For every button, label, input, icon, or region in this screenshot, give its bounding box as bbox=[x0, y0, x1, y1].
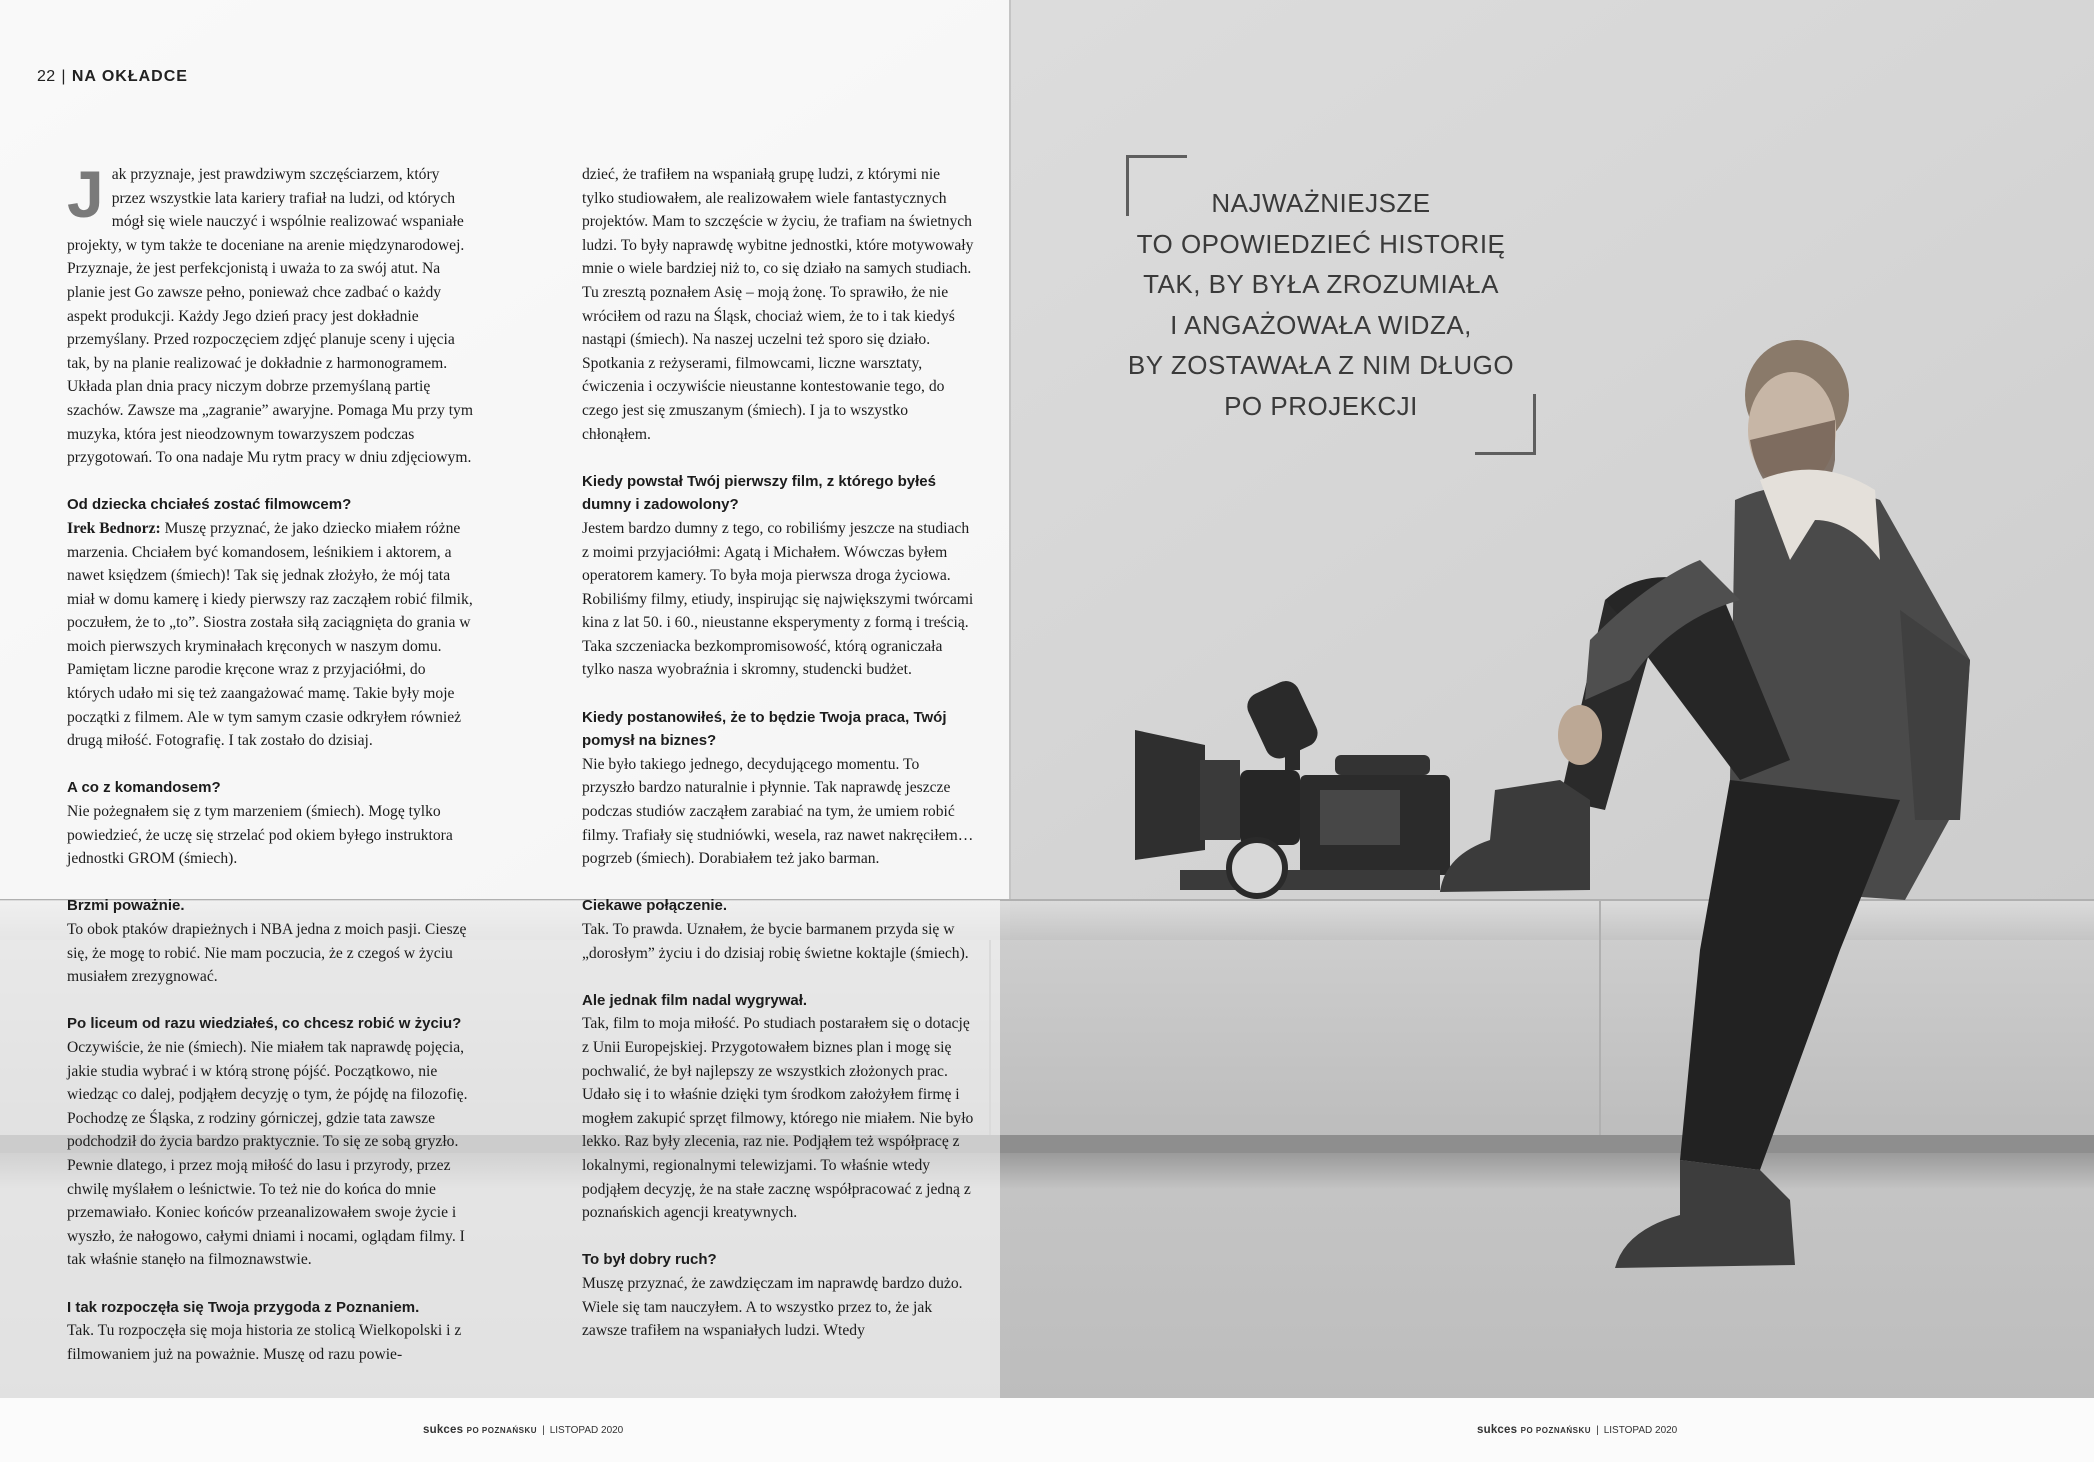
footer-separator: | bbox=[1596, 1425, 1599, 1436]
answer: Tak. To prawda. Uznałem, że bycie barmanem przyda się w „dorosłym” życiu i do dzisiaj robię świetne koktajle (śmiech). bbox=[582, 921, 969, 962]
brand-subtitle: PO POZNAŃSKU bbox=[1520, 1426, 1592, 1435]
issue-date: LISTOPAD 2020 bbox=[1603, 1425, 1678, 1436]
qa-block bbox=[67, 1012, 477, 1272]
answer: Jestem bardzo dumny z tego, co robiliśmy jeszcze na studiach z moimi przyjaciółmi: Agatą i Michałem. Wówczas byłem operatorem kamery. To była moja pierwsza droga życiowa. Robiliśmy filmy, etiudy, inspirując się największymi twórcami kina z lat 50. i 60., nieustanne eksperymenty z formą i treścią. Taka szczeniacka bezkompromisowość, którą ograniczała tylko nasza wyobraźnia i skromny, studencki budżet. bbox=[582, 519, 974, 679]
answer: Nie było takiego jednego, decydującego momentu. To przyszło bardzo naturalnie i płynnie. Tak naprawdę jeszcze podczas studiów zacząłem zarabiać na tym, że umiem robić filmy. Trafiały się studniówki, wesela, raz nawet nakręciłem… pogrzeb (śmiech). Dorabiałem też jako barman. bbox=[582, 755, 974, 868]
issue-date: LISTOPAD 2020 bbox=[549, 1425, 624, 1436]
article-column-2 bbox=[582, 163, 974, 1366]
qa-block bbox=[582, 470, 974, 682]
answer: Muszę przyznać, że jako dziecko miałem różne marzenia. Chciałem być komandosem, leśnikiem i aktorem, a nawet księdzem (śmiech)! Tak się jednak złożyło, że mój tata miał w domu kamerę i kiedy pierwszy raz zacząłem robić filmik, poczułem, że to „to”. Siostra została siłą zaciągnięta do grania w moich pierwszych kryminałach kręconych w naszym domu. Pamiętam liczne parodie kręcone wraz z przyjaciółmi, do których udało mi się też zaangażować mamę. Takie były moje początki z filmem. Ale w tym samym czasie odkryłem również drugą miłość. Fotografię. I tak zostało do dzisiaj. bbox=[67, 519, 473, 750]
pull-quote-line: I ANGAŻOWAŁA WIDZA, bbox=[1170, 309, 1472, 340]
answer: To obok ptaków drapieżnych i NBA jedna z moich pasji. Cieszę się, że mogę to robić. Nie mam poczucia, że z czegoś w życiu musiałem zrezygnować. bbox=[67, 921, 467, 986]
question: Ciekawe połączenie. bbox=[582, 897, 728, 915]
footer-left bbox=[423, 1424, 623, 1436]
drop-cap: J bbox=[67, 157, 104, 231]
qa-block bbox=[582, 706, 974, 871]
pull-quote-line: PO PROJEKCJI bbox=[1224, 390, 1418, 421]
brand-subtitle: PO POZNAŃSKU bbox=[466, 1426, 538, 1435]
article-column-1 bbox=[67, 157, 477, 1390]
intro-text: ak przyznaje, jest prawdziwym szczęściarzem, który przez wszystkie lata kariery trafiał na ludzi, od których mógł się wiele nauczyć i wspólnie realizować wspaniałe projekty, w tym także te doceniane na arenie międzynarodowej. Przyznaje, że jest perfekcjonistą i uważa to za swój atut. Na planie jest Go zawsze pełno, ponieważ chce zadbać o każdy aspekt produkcji. Każdy Jego dzień pracy jest dokładnie przemyślany. Przed rozpoczęciem zdjęć planuje sceny i ujęcia tak, by na planie realizować je dokładnie z harmonogramem. Układa plan dnia pracy niczym dobrze przemyślaną partię szachów. Zawsze ma „zagranie” awaryjne. Pomaga Mu przy tym muzyka, która jest nieodzownym towarzyszem podczas przygotowań. To ona nadaje Mu rytm pracy w dniu zdjęciowym. bbox=[67, 166, 473, 467]
continued-answer: dzieć, że trafiłem na wspaniałą grupę ludzi, z którymi nie tylko studiowałem, ale realizowałem wiele fantastycznych projektów. Mam to szczęście w życiu, że trafiam na świetnych ludzi. To były naprawdę wybitne jednostki, które motywowały mnie o wiele bardziej niż to, co się działo na samych studiach. Tu zresztą poznałem Asię – moją żonę. To sprawiło, że nie wróciłem od razu na Śląsk, chociaż wiem, że to i tak kiedyś nastąpi (śmiech). Na naszej uczelni też sporo się działo. Spotkania z reżyserami, filmowcami, liczne warsztaty, ćwiczenia i oczywiście nieustanne kontestowanie tego, do czego jest się zmuszanym (śmiech). I ja to wszystko chłonąłem. bbox=[582, 166, 974, 443]
pull-quote-line: NAJWAŻNIEJSZE bbox=[1211, 188, 1431, 218]
qa-block bbox=[67, 776, 477, 870]
magazine-brand bbox=[423, 1424, 537, 1436]
pull-quote-text bbox=[1126, 183, 1516, 426]
qa-block bbox=[67, 894, 477, 988]
qa-block bbox=[67, 493, 477, 753]
brand-name: sukces bbox=[423, 1424, 464, 1436]
footer-right bbox=[1477, 1424, 1677, 1436]
answer: Oczywiście, że nie (śmiech). Nie miałem tak naprawdę pojęcia, jakie studia wybrać i w którą stronę pójść. Początkowo, nie wiedząc co dalej, podjąłem decyzję o tym, że pójdę na filozofię. Pochodzę ze Śląska, z rodziny górniczej, gdzie tata zawsze podchodził do życia bardzo praktycznie. To się ze sobą gryzło. Pewnie dlatego, i przez moją miłość do lasu i przyrody, przez chwilę myślałem o leśnictwie. To też nie do końca do mnie przemawiało. Koniec końców przeanalizowałem swoje życie i wyszło, że nałogowo, całymi dniami i nocami, oglądam filmy. I tak właśnie stanęło na filmoznawstwie. bbox=[67, 1038, 468, 1269]
question: To był dobry ruch? bbox=[582, 1251, 717, 1269]
pull-quote-line: BY ZOSTAWAŁA Z NIM DŁUGO bbox=[1127, 350, 1515, 380]
pull-quote-line: TAK, BY BYŁA ZROZUMIAŁA bbox=[1143, 269, 1499, 299]
answer: Nie pożegnałem się z tym marzeniem (śmiech). Mogę tylko powiedzieć, że uczę się strzelać pod okiem byłego instruktora jednostki GROM (śmiech). bbox=[67, 803, 453, 868]
answer: Muszę przyznać, że zawdzięczam im naprawdę bardzo dużo. Wiele się tam nauczyłem. A to wszystko przez to, że jak zawsze trafiłem na wspaniałych ludzi. Wtedy bbox=[582, 1274, 963, 1340]
answer: Tak, film to moja miłość. Po studiach postarałem się o dotację z Unii Europejskiej. Przygotowałem biznes plan i mogę się pochwalić, że był najlepszy ze wszystkich złożonych prac. Udało się i to właśnie dzięki tym środkom założyłem firmę i mogłem zakupić sprzęt filmowy, którego nie miałem. Nie było lekko. Raz były zlecenia, raz nie. Podjąłem też współpracę z lokalnymi, regionalnymi telewizjami. To właśnie wtedy podjąłem decyzję, że na stałe zacznę współpracować z jedną z poznańskich agencji kreatywnych. bbox=[582, 1015, 974, 1222]
question: I tak rozpoczęła się Twoja przygoda z Poznaniem. bbox=[67, 1298, 420, 1316]
footer-separator: | bbox=[542, 1425, 545, 1436]
speaker-name: Irek Bednorz: bbox=[67, 519, 161, 537]
brand-name: sukces bbox=[1477, 1424, 1518, 1436]
magazine-brand bbox=[1477, 1424, 1591, 1436]
question: Kiedy postanowiłeś, że to będzie Twoja praca, Twój pomysł na biznes? bbox=[582, 708, 947, 750]
header-separator: | bbox=[61, 68, 66, 85]
pull-quote-line: TO OPOWIEDZIEĆ HISTORIĘ bbox=[1136, 228, 1506, 259]
question: A co z komandosem? bbox=[67, 779, 221, 797]
question: Ale jednak film nadal wygrywał. bbox=[582, 991, 808, 1009]
page-bottom-margin bbox=[0, 1398, 2094, 1462]
question: Od dziecka chciałeś zostać filmowcem? bbox=[67, 496, 352, 514]
question: Kiedy powstał Twój pierwszy film, z którego byłeś dumny i zadowolony? bbox=[582, 472, 936, 514]
page-number: 22 bbox=[37, 68, 56, 85]
intro-paragraph bbox=[67, 157, 477, 470]
question: Po liceum od razu wiedziałeś, co chcesz robić w życiu? bbox=[67, 1015, 462, 1033]
qa-block bbox=[582, 1248, 974, 1342]
question: Brzmi poważnie. bbox=[67, 897, 185, 915]
qa-block bbox=[582, 989, 974, 1225]
bracket-bottom-right bbox=[1475, 394, 1536, 455]
page-header bbox=[37, 68, 188, 86]
answer: Tak. Tu rozpoczęła się moja historia ze stolicą Wielkopolski i z filmowaniem już na poważnie. Muszę od razu powie- bbox=[67, 1322, 462, 1363]
pull-quote bbox=[1126, 155, 1516, 455]
qa-block bbox=[67, 1296, 477, 1367]
section-title: NA OKŁADCE bbox=[71, 68, 188, 85]
qa-block bbox=[582, 894, 974, 965]
